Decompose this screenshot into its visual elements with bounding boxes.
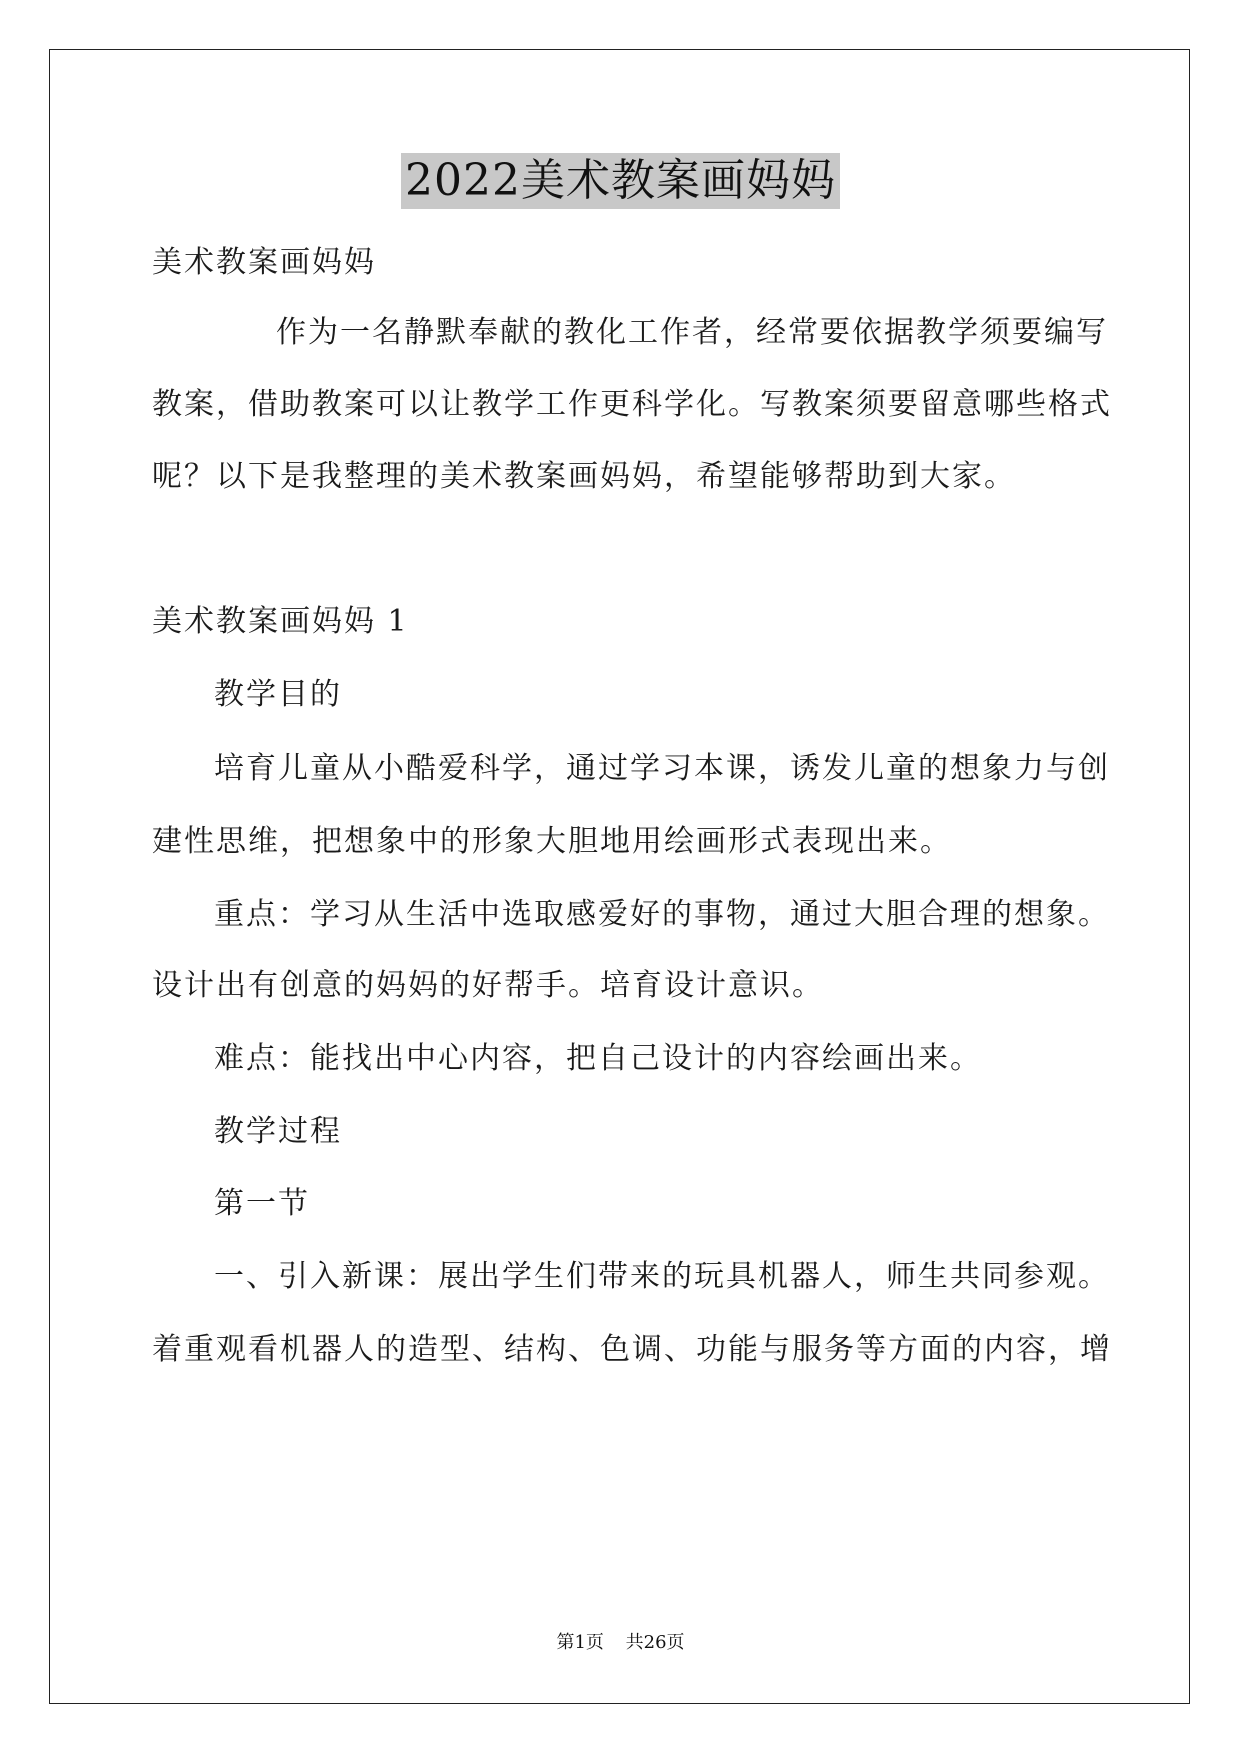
intro-line: 呢？以下是我整理的美术教案画妈妈，希望能够帮助到大家。 xyxy=(152,459,1016,494)
key-point-line: 设计出有创意的妈妈的好帮手。培育设计意识。 xyxy=(152,968,824,1003)
section-heading: 美术教案画妈妈 1 xyxy=(152,604,409,639)
page-border xyxy=(49,49,1190,1704)
key-point-line: 重点：学习从生活中选取感爱好的事物，通过大胆合理的想象。 xyxy=(214,897,1110,932)
process-heading: 教学过程 xyxy=(214,1114,342,1149)
goal-line: 建性思维，把想象中的形象大胆地用绘画形式表现出来。 xyxy=(152,824,952,859)
step-line: 一、引入新课：展出学生们带来的玩具机器人，师生共同参观。 xyxy=(214,1259,1110,1294)
difficulty-line: 难点：能找出中心内容，把自己设计的内容绘画出来。 xyxy=(214,1041,982,1076)
page-number-total: 共26页 xyxy=(625,1632,685,1653)
intro-line: 教案，借助教案可以让教学工作更科学化。写教案须要留意哪些格式 xyxy=(152,387,1112,422)
page-number-current: 第1页 xyxy=(556,1632,604,1653)
title-container xyxy=(0,153,1241,209)
goal-heading: 教学目的 xyxy=(214,677,342,712)
page-footer xyxy=(0,1628,1241,1654)
intro-line: 作为一名静默奉献的教化工作者，经常要依据教学须要编写 xyxy=(276,315,1108,350)
document-title: 2022美术教案画妈妈 xyxy=(401,153,840,209)
lesson-heading: 第一节 xyxy=(214,1186,310,1221)
step-line: 着重观看机器人的造型、结构、色调、功能与服务等方面的内容，增 xyxy=(152,1332,1112,1367)
goal-line: 培育儿童从小酷爱科学，通过学习本课，诱发儿童的想象力与创 xyxy=(214,751,1110,786)
document-subtitle: 美术教案画妈妈 xyxy=(152,245,376,280)
